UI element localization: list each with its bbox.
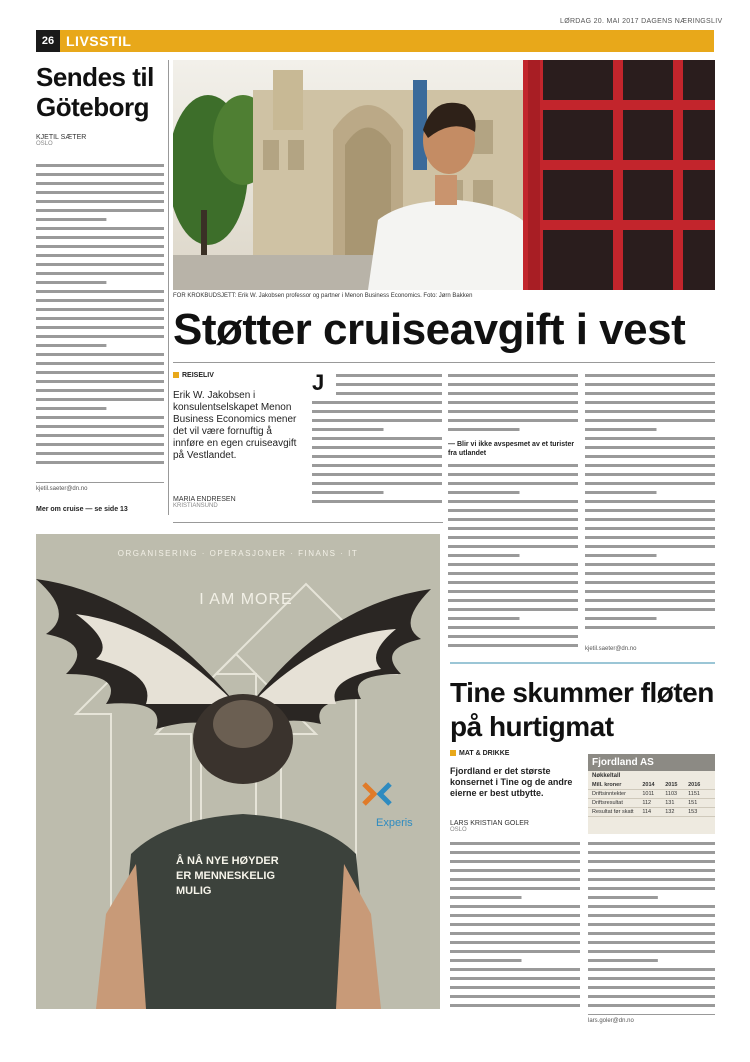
text-line <box>448 590 578 593</box>
text-line <box>585 437 715 440</box>
photo-illustration <box>173 60 715 290</box>
text-line <box>448 617 520 620</box>
text-line <box>448 428 520 431</box>
text-line <box>36 290 164 293</box>
text-line <box>585 482 715 485</box>
text-line <box>336 392 442 395</box>
tine-footer-email: lars.goler@dn.no <box>588 1018 634 1024</box>
masthead: LØRDAG 20. MAI 2017 DAGENS NÆRINGSLIV <box>560 18 723 25</box>
text-line <box>312 419 442 422</box>
body-text-lines <box>448 372 578 652</box>
fact-box-cell: 114 <box>642 809 652 815</box>
drop-cap: J <box>312 372 325 395</box>
fact-box-cell: 151 <box>688 800 698 806</box>
headline-rule <box>173 362 715 363</box>
fact-box-cell: 153 <box>688 809 698 815</box>
text-line <box>450 905 580 908</box>
fact-box-cell: Driftsinntekter <box>592 791 626 797</box>
text-line <box>36 416 164 419</box>
byline-name: KJETIL SÆTER <box>36 134 87 141</box>
ad-slogan: I AM MORE <box>199 591 293 608</box>
text-line <box>336 374 442 377</box>
main-article-lead: Erik W. Jakobsen i konsulentselskapet Menon Business Economics mener det vil være fornuftig å innføre en egen cruiseavgift på Vestlandet. <box>173 390 297 461</box>
left-footer-rule <box>36 482 164 483</box>
byline-name: MARIA ENDRESEN <box>173 496 236 503</box>
text-line <box>36 389 164 392</box>
text-line <box>36 443 164 446</box>
main-article-subhead: — Blir vi ikke avspesmet av et turister fra utlandet <box>448 440 578 458</box>
ad-top-line: ORGANISERING · OPERASJONER · FINANS · IT <box>117 549 359 558</box>
text-line <box>585 455 715 458</box>
left-article-byline <box>36 134 164 147</box>
ad-headline-line1: Å NÅ NYE HØYDER <box>176 855 279 867</box>
fact-box-row <box>588 808 715 817</box>
left-article-headline: Sendes til Göteborg <box>36 62 154 122</box>
ad-top-rule <box>173 522 443 523</box>
text-line <box>36 326 164 329</box>
text-line <box>588 869 715 872</box>
main-article-tag <box>173 372 214 379</box>
fact-box-row <box>588 799 715 808</box>
main-article-col-1 <box>312 372 442 512</box>
text-line <box>450 914 580 917</box>
fact-box-cell: Driftsresultat <box>592 800 623 806</box>
text-line <box>450 932 580 935</box>
text-line <box>450 977 580 980</box>
section-bar <box>36 30 714 52</box>
fact-box-cell: 1011 <box>642 791 655 797</box>
fact-box-cell: Resultat før skatt <box>592 809 634 815</box>
fact-box-cell: 2014 <box>642 782 655 788</box>
text-line <box>450 959 522 962</box>
text-line <box>448 626 578 629</box>
text-line <box>36 362 164 365</box>
text-line <box>448 599 578 602</box>
column-divider <box>168 60 169 515</box>
left-footer-email: kjetil.saeter@dn.no <box>36 486 88 492</box>
text-line <box>36 281 106 284</box>
text-line <box>36 425 164 428</box>
text-line <box>448 527 578 530</box>
text-line <box>312 446 442 449</box>
text-line <box>450 878 580 881</box>
text-line <box>588 905 715 908</box>
text-line <box>448 608 578 611</box>
fact-box-cell: 1103 <box>665 791 678 797</box>
tag-square-icon <box>173 372 179 378</box>
text-line <box>585 563 715 566</box>
text-line <box>588 986 715 989</box>
main-footer-email: kjetil.saeter@dn.no <box>585 646 637 652</box>
text-line <box>585 500 715 503</box>
text-line <box>448 536 578 539</box>
text-line <box>450 896 522 899</box>
ad-headline-line3: MULIG <box>176 885 212 897</box>
text-line <box>36 452 164 455</box>
text-line <box>585 392 715 395</box>
text-line <box>312 473 442 476</box>
fact-box-table <box>588 781 715 817</box>
fact-box-row <box>588 781 715 790</box>
text-line <box>312 455 442 458</box>
text-line <box>448 392 578 395</box>
text-line <box>312 410 442 413</box>
text-line <box>448 518 578 521</box>
fact-box-cell: 112 <box>642 800 652 806</box>
text-line <box>450 968 580 971</box>
body-text-lines <box>36 162 164 472</box>
text-line <box>448 482 578 485</box>
text-line <box>36 317 164 320</box>
text-line <box>450 887 580 890</box>
text-line <box>36 344 106 347</box>
tag-square-icon <box>450 750 456 756</box>
fact-box-subtitle: Nøkkeltall <box>592 773 621 779</box>
left-article-body <box>36 162 164 472</box>
body-text-lines <box>585 372 715 637</box>
text-line <box>312 464 442 467</box>
text-line <box>585 401 715 404</box>
body-text-lines <box>450 840 580 1010</box>
text-line <box>588 887 715 890</box>
text-line <box>36 434 164 437</box>
photo-caption: FOR KROKBUDSJETT: Erik W. Jakobsen professor og partner i Menon Business Economics. Foto: Jørn Bakken <box>173 293 473 299</box>
text-line <box>585 581 715 584</box>
fact-box-cell: 2016 <box>688 782 701 788</box>
tag-label: MAT & DRIKKE <box>459 750 510 757</box>
text-line <box>448 635 578 638</box>
text-line <box>336 383 442 386</box>
text-line <box>448 572 578 575</box>
byline-place: OSLO <box>36 141 53 147</box>
text-line <box>450 842 580 845</box>
text-line <box>585 626 715 629</box>
fact-box-cell: 132 <box>665 809 675 815</box>
text-line <box>36 245 164 248</box>
text-line <box>585 536 715 539</box>
text-line <box>588 896 658 899</box>
text-line <box>585 608 715 611</box>
tine-article-tag <box>450 750 509 757</box>
main-article-byline <box>173 496 236 509</box>
text-line <box>36 191 164 194</box>
text-line <box>585 572 715 575</box>
text-line <box>36 371 164 374</box>
text-line <box>312 491 384 494</box>
text-line <box>450 869 580 872</box>
tine-article-headline: Tine skummer fløten på hurtigmat <box>450 677 714 742</box>
text-line <box>588 923 715 926</box>
main-article-headline: Støtter cruiseavgift i vest <box>173 305 686 354</box>
text-line <box>588 950 715 953</box>
text-line <box>585 428 657 431</box>
text-line <box>588 995 715 998</box>
text-line <box>36 182 164 185</box>
fact-box-cell: Mill. kroner <box>592 782 622 788</box>
ad-headline-line2: ER MENNESKELIG <box>176 870 276 882</box>
tine-article-byline <box>450 820 529 833</box>
text-line <box>450 941 580 944</box>
text-line <box>448 500 578 503</box>
tine-article-col-2 <box>588 840 715 1010</box>
text-line <box>312 482 442 485</box>
ad-brand: Experis <box>376 817 413 829</box>
ad-artwork <box>36 534 440 1009</box>
text-line <box>36 263 164 266</box>
text-line <box>36 299 164 302</box>
text-line <box>585 419 715 422</box>
text-line <box>585 545 715 548</box>
byline-place: OSLO <box>450 827 467 833</box>
text-line <box>448 644 578 647</box>
text-line <box>450 950 580 953</box>
text-line <box>312 428 384 431</box>
text-line <box>448 509 578 512</box>
text-line <box>585 464 715 467</box>
text-line <box>588 860 715 863</box>
text-line <box>36 209 164 212</box>
text-line <box>450 995 580 998</box>
page-number: 26 <box>36 30 60 52</box>
text-line <box>585 383 715 386</box>
text-line <box>585 599 715 602</box>
text-line <box>36 272 164 275</box>
text-line <box>448 581 578 584</box>
text-line <box>588 878 715 881</box>
text-line <box>585 509 715 512</box>
fact-box <box>588 754 715 834</box>
text-line <box>585 473 715 476</box>
text-line <box>36 173 164 176</box>
text-line <box>450 851 580 854</box>
text-line <box>450 1004 580 1007</box>
text-line <box>588 932 715 935</box>
left-footer-link[interactable]: Mer om cruise — se side 13 <box>36 506 128 513</box>
text-line <box>448 473 578 476</box>
tine-top-rule <box>450 662 715 664</box>
text-line <box>36 407 106 410</box>
text-line <box>36 353 164 356</box>
text-line <box>448 491 520 494</box>
text-line <box>312 437 442 440</box>
text-line <box>588 941 715 944</box>
byline-name: LARS KRISTIAN GOLER <box>450 820 529 827</box>
text-line <box>36 200 164 203</box>
main-article-col-3 <box>585 372 715 637</box>
text-line <box>450 923 580 926</box>
text-line <box>588 851 715 854</box>
main-article-col-2 <box>448 372 578 652</box>
text-line <box>36 236 164 239</box>
text-line <box>448 419 578 422</box>
text-line <box>312 401 442 404</box>
text-line <box>588 968 715 971</box>
text-line <box>585 446 715 449</box>
text-line <box>585 590 715 593</box>
text-line <box>312 500 442 503</box>
body-text-lines <box>588 840 715 1010</box>
fact-box-cell: 1151 <box>688 791 700 797</box>
text-line <box>585 527 715 530</box>
text-line <box>36 308 164 311</box>
text-line <box>448 401 578 404</box>
fact-box-cell: 131 <box>665 800 675 806</box>
text-line <box>36 398 164 401</box>
tine-article-lead: Fjordland er det største konsernet i Tine og de andre eierne er best utbytte. <box>450 766 573 798</box>
text-line <box>36 254 164 257</box>
text-line <box>585 410 715 413</box>
article-photo <box>173 60 715 290</box>
text-line <box>36 335 164 338</box>
text-line <box>585 617 657 620</box>
text-line <box>450 860 580 863</box>
text-line <box>448 554 520 557</box>
text-line <box>36 227 164 230</box>
section-label: LIVSSTIL <box>66 33 132 49</box>
text-line <box>448 464 578 467</box>
text-line <box>588 959 658 962</box>
text-line <box>585 518 715 521</box>
body-text-lines <box>312 372 442 512</box>
byline-place: KRISTIANSUND <box>173 503 218 509</box>
tag-label: REISELIV <box>182 372 214 379</box>
text-line <box>448 374 578 377</box>
tine-footer-rule <box>588 1014 715 1015</box>
text-line <box>36 218 106 221</box>
experis-advertisement[interactable] <box>36 534 440 1009</box>
text-line <box>36 380 164 383</box>
text-line <box>588 1004 715 1007</box>
fact-box-cell: 2015 <box>665 782 678 788</box>
fact-box-row <box>588 790 715 799</box>
tine-article-col-1 <box>450 840 580 1010</box>
text-line <box>588 977 715 980</box>
text-line <box>588 842 715 845</box>
text-line <box>588 914 715 917</box>
text-line <box>448 383 578 386</box>
text-line <box>448 410 578 413</box>
text-line <box>450 986 580 989</box>
text-line <box>585 491 657 494</box>
text-line <box>585 374 715 377</box>
text-line <box>448 563 578 566</box>
text-line <box>585 554 657 557</box>
fact-box-title: Fjordland AS <box>588 754 715 771</box>
text-line <box>36 461 164 464</box>
text-line <box>448 545 578 548</box>
text-line <box>36 164 164 167</box>
